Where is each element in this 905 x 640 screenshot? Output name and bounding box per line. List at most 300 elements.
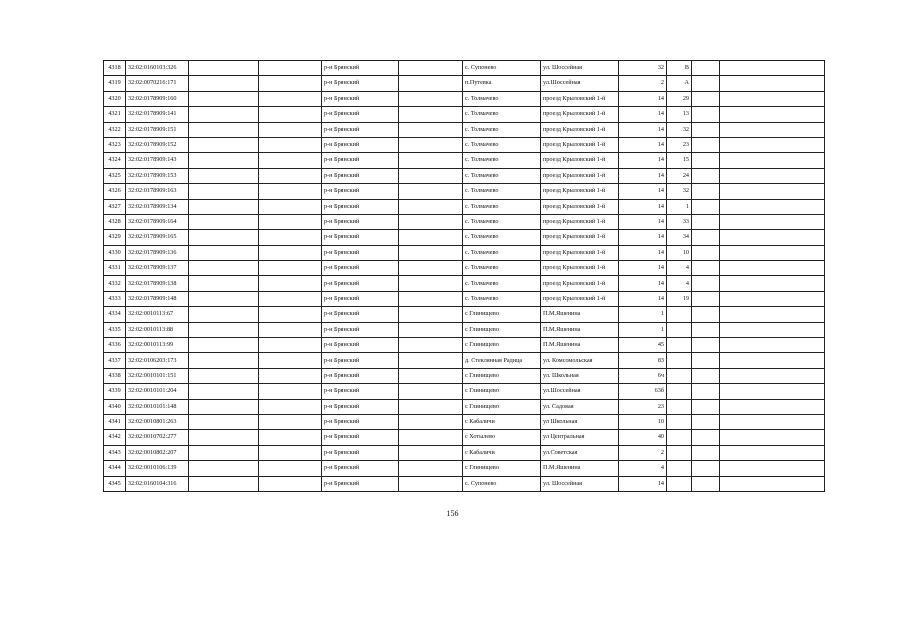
table-row [104, 353, 825, 368]
house-cell: 6ч [619, 368, 667, 383]
table-row [104, 384, 825, 399]
empty-cell [720, 230, 825, 245]
register-table [103, 60, 825, 492]
empty-cell [720, 338, 825, 353]
locality-cell: с. Толмачево [463, 230, 541, 245]
empty-cell [692, 384, 720, 399]
empty-cell [692, 399, 720, 414]
empty-cell [399, 261, 463, 276]
empty-cell [189, 153, 259, 168]
house-cell: 14 [619, 291, 667, 306]
locality-cell: д. Стеклянная Радица [463, 353, 541, 368]
empty-cell [189, 291, 259, 306]
flat-cell: 10 [667, 245, 692, 260]
empty-cell [189, 414, 259, 429]
locality-cell: с. Толмачево [463, 245, 541, 260]
locality-cell: с Кабаличи [463, 414, 541, 429]
table-row [104, 230, 825, 245]
district-cell: р-н Брянский [322, 230, 399, 245]
row-number-cell: 4336 [104, 338, 126, 353]
empty-cell [399, 368, 463, 383]
cadastral-number-cell: 32:02:0178909:137 [126, 261, 189, 276]
district-cell: р-н Брянский [322, 61, 399, 76]
house-cell: 63б [619, 384, 667, 399]
district-cell: р-н Брянский [322, 122, 399, 137]
empty-cell [259, 184, 322, 199]
row-number-cell: 4339 [104, 384, 126, 399]
row-number-cell: 4344 [104, 461, 126, 476]
locality-cell: с. Толмачево [463, 276, 541, 291]
street-cell: проезд Крыловский 1-й [541, 261, 619, 276]
street-cell: проезд Крыловский 1-й [541, 168, 619, 183]
empty-cell [189, 61, 259, 76]
house-cell: 14 [619, 137, 667, 152]
empty-cell [259, 384, 322, 399]
locality-cell: с. Толмачево [463, 214, 541, 229]
cadastral-number-cell: 32:02:0106203:173 [126, 353, 189, 368]
row-number-cell: 4329 [104, 230, 126, 245]
table-row [104, 214, 825, 229]
table-row [104, 168, 825, 183]
district-cell: р-н Брянский [322, 137, 399, 152]
empty-cell [189, 214, 259, 229]
cadastral-number-cell: 32:02:0010113:88 [126, 322, 189, 337]
empty-cell [259, 307, 322, 322]
house-cell: 32 [619, 61, 667, 76]
empty-cell [720, 276, 825, 291]
locality-cell: п.Путевка [463, 76, 541, 91]
empty-cell [692, 430, 720, 445]
empty-cell [189, 322, 259, 337]
flat-cell: 34 [667, 230, 692, 245]
cadastral-number-cell: 32:02:0178909:164 [126, 214, 189, 229]
cadastral-number-cell: 32:02:0010101:148 [126, 399, 189, 414]
row-number-cell: 4326 [104, 184, 126, 199]
empty-cell [189, 353, 259, 368]
row-number-cell: 4342 [104, 430, 126, 445]
empty-cell [692, 61, 720, 76]
empty-cell [692, 476, 720, 491]
row-number-cell: 4322 [104, 122, 126, 137]
empty-cell [399, 430, 463, 445]
house-cell: 1 [619, 322, 667, 337]
house-cell: 83 [619, 353, 667, 368]
house-cell: 14 [619, 276, 667, 291]
table-row [104, 461, 825, 476]
flat-cell: 13 [667, 107, 692, 122]
table-row [104, 445, 825, 460]
district-cell: р-н Брянский [322, 184, 399, 199]
street-cell: проезд Крыловский 1-й [541, 107, 619, 122]
table-row [104, 322, 825, 337]
table-row [104, 107, 825, 122]
empty-cell [399, 107, 463, 122]
street-cell: ул Центральная [541, 430, 619, 445]
locality-cell: с. Толмачево [463, 261, 541, 276]
flat-cell: 4 [667, 276, 692, 291]
empty-cell [720, 476, 825, 491]
district-cell: р-н Брянский [322, 338, 399, 353]
empty-cell [259, 137, 322, 152]
street-cell: П.М.Яшенина [541, 322, 619, 337]
empty-cell [399, 184, 463, 199]
row-number-cell: 4331 [104, 261, 126, 276]
empty-cell [720, 168, 825, 183]
street-cell: проезд Крыловский 1-й [541, 137, 619, 152]
flat-cell: В [667, 61, 692, 76]
empty-cell [720, 261, 825, 276]
table-row [104, 291, 825, 306]
empty-cell [189, 168, 259, 183]
district-cell: р-н Брянский [322, 307, 399, 322]
empty-cell [259, 291, 322, 306]
empty-cell [720, 153, 825, 168]
flat-cell [667, 445, 692, 460]
empty-cell [259, 322, 322, 337]
empty-cell [189, 338, 259, 353]
empty-cell [399, 353, 463, 368]
empty-cell [692, 76, 720, 91]
empty-cell [399, 168, 463, 183]
house-cell: 1 [619, 307, 667, 322]
district-cell: р-н Брянский [322, 214, 399, 229]
street-cell: ул.Шоссейная [541, 76, 619, 91]
empty-cell [399, 61, 463, 76]
district-cell: р-н Брянский [322, 353, 399, 368]
empty-cell [720, 368, 825, 383]
table-row [104, 338, 825, 353]
locality-cell: с Кабаличи [463, 445, 541, 460]
flat-cell [667, 414, 692, 429]
empty-cell [399, 91, 463, 106]
street-cell: ул. Школьная [541, 368, 619, 383]
house-cell: 14 [619, 199, 667, 214]
flat-cell: 32 [667, 122, 692, 137]
empty-cell [692, 122, 720, 137]
street-cell: проезд Крыловский 1-й [541, 245, 619, 260]
empty-cell [259, 245, 322, 260]
empty-cell [720, 461, 825, 476]
empty-cell [720, 122, 825, 137]
street-cell: проезд Крыловский 1-й [541, 214, 619, 229]
empty-cell [189, 261, 259, 276]
cadastral-number-cell: 32:02:0178909:148 [126, 291, 189, 306]
empty-cell [399, 230, 463, 245]
cadastral-number-cell: 32:02:0178909:163 [126, 184, 189, 199]
locality-cell: с Глинищево [463, 399, 541, 414]
flat-cell [667, 384, 692, 399]
flat-cell [667, 338, 692, 353]
locality-cell: с. Толмачево [463, 291, 541, 306]
empty-cell [259, 230, 322, 245]
locality-cell: с. Толмачево [463, 137, 541, 152]
cadastral-number-cell: 32:02:0178909:160 [126, 91, 189, 106]
empty-cell [259, 430, 322, 445]
table-row [104, 276, 825, 291]
street-cell: П.М.Яшенина [541, 461, 619, 476]
table-body [104, 61, 825, 492]
row-number-cell: 4343 [104, 445, 126, 460]
empty-cell [399, 137, 463, 152]
table-row [104, 307, 825, 322]
district-cell: р-н Брянский [322, 414, 399, 429]
empty-cell [259, 61, 322, 76]
empty-cell [720, 91, 825, 106]
empty-cell [189, 184, 259, 199]
empty-cell [720, 245, 825, 260]
district-cell: р-н Брянский [322, 76, 399, 91]
empty-cell [720, 353, 825, 368]
district-cell: р-н Брянский [322, 199, 399, 214]
empty-cell [189, 245, 259, 260]
street-cell: проезд Крыловский 1-й [541, 184, 619, 199]
house-cell: 4 [619, 461, 667, 476]
flat-cell [667, 476, 692, 491]
empty-cell [692, 230, 720, 245]
empty-cell [692, 245, 720, 260]
empty-cell [399, 291, 463, 306]
district-cell: р-н Брянский [322, 276, 399, 291]
empty-cell [692, 291, 720, 306]
empty-cell [399, 199, 463, 214]
locality-cell: с. Толмачево [463, 107, 541, 122]
empty-cell [720, 399, 825, 414]
empty-cell [399, 338, 463, 353]
empty-cell [259, 153, 322, 168]
locality-cell: с. Толмачево [463, 153, 541, 168]
table-row [104, 91, 825, 106]
empty-cell [692, 307, 720, 322]
row-number-cell: 4327 [104, 199, 126, 214]
row-number-cell: 4318 [104, 61, 126, 76]
row-number-cell: 4337 [104, 353, 126, 368]
empty-cell [259, 476, 322, 491]
empty-cell [259, 76, 322, 91]
row-number-cell: 4338 [104, 368, 126, 383]
empty-cell [692, 91, 720, 106]
cadastral-number-cell: 32:02:0070216:171 [126, 76, 189, 91]
cadastral-number-cell: 32:02:0010106:139 [126, 461, 189, 476]
house-cell: 14 [619, 91, 667, 106]
district-cell: р-н Брянский [322, 153, 399, 168]
empty-cell [692, 199, 720, 214]
street-cell: П.М.Яшенина [541, 307, 619, 322]
row-number-cell: 4323 [104, 137, 126, 152]
locality-cell: с Глинищево [463, 307, 541, 322]
locality-cell: с. Супонево [463, 61, 541, 76]
empty-cell [189, 137, 259, 152]
empty-cell [259, 261, 322, 276]
house-cell: 2 [619, 76, 667, 91]
district-cell: р-н Брянский [322, 476, 399, 491]
table-row [104, 399, 825, 414]
flat-cell [667, 430, 692, 445]
locality-cell: с. Супонево [463, 476, 541, 491]
empty-cell [259, 399, 322, 414]
empty-cell [399, 445, 463, 460]
district-cell: р-н Брянский [322, 245, 399, 260]
empty-cell [692, 153, 720, 168]
district-cell: р-н Брянский [322, 291, 399, 306]
street-cell: П.М.Яшенина [541, 338, 619, 353]
empty-cell [259, 414, 322, 429]
flat-cell: 24 [667, 168, 692, 183]
empty-cell [720, 214, 825, 229]
street-cell: проезд Крыловский 1-й [541, 276, 619, 291]
cadastral-number-cell: 32:02:0178909:165 [126, 230, 189, 245]
row-number-cell: 4324 [104, 153, 126, 168]
row-number-cell: 4320 [104, 91, 126, 106]
row-number-cell: 4332 [104, 276, 126, 291]
row-number-cell: 4334 [104, 307, 126, 322]
flat-cell: 4 [667, 261, 692, 276]
house-cell: 14 [619, 168, 667, 183]
row-number-cell: 4333 [104, 291, 126, 306]
empty-cell [189, 461, 259, 476]
empty-cell [259, 461, 322, 476]
table-row [104, 414, 825, 429]
district-cell: р-н Брянский [322, 368, 399, 383]
empty-cell [720, 76, 825, 91]
district-cell: р-н Брянский [322, 261, 399, 276]
empty-cell [189, 307, 259, 322]
street-cell: ул Школьная [541, 414, 619, 429]
empty-cell [692, 445, 720, 460]
empty-cell [189, 230, 259, 245]
cadastral-number-cell: 32:02:0010101:204 [126, 384, 189, 399]
empty-cell [259, 122, 322, 137]
empty-cell [720, 384, 825, 399]
empty-cell [720, 184, 825, 199]
street-cell: проезд Крыловский 1-й [541, 230, 619, 245]
table-row [104, 261, 825, 276]
locality-cell: с. Толмачево [463, 184, 541, 199]
empty-cell [259, 91, 322, 106]
house-cell: 14 [619, 107, 667, 122]
empty-cell [399, 414, 463, 429]
flat-cell: 33 [667, 214, 692, 229]
cadastral-number-cell: 32:02:0178909:141 [126, 107, 189, 122]
house-cell: 14 [619, 245, 667, 260]
empty-cell [720, 137, 825, 152]
cadastral-number-cell: 32:02:0178909:138 [126, 276, 189, 291]
empty-cell [692, 168, 720, 183]
house-cell: 2 [619, 445, 667, 460]
empty-cell [692, 261, 720, 276]
flat-cell [667, 399, 692, 414]
empty-cell [399, 399, 463, 414]
house-cell: 23 [619, 399, 667, 414]
cadastral-number-cell: 32:02:0178909:143 [126, 153, 189, 168]
flat-cell [667, 353, 692, 368]
empty-cell [189, 476, 259, 491]
district-cell: р-н Брянский [322, 445, 399, 460]
empty-cell [692, 414, 720, 429]
row-number-cell: 4321 [104, 107, 126, 122]
locality-cell: с. Толмачево [463, 168, 541, 183]
district-cell: р-н Брянский [322, 384, 399, 399]
cadastral-number-cell: 32:02:0160103:326 [126, 61, 189, 76]
empty-cell [720, 107, 825, 122]
empty-cell [399, 384, 463, 399]
flat-cell: 19 [667, 291, 692, 306]
house-cell: 14 [619, 184, 667, 199]
table-row [104, 153, 825, 168]
table-row [104, 476, 825, 491]
district-cell: р-н Брянский [322, 430, 399, 445]
cadastral-number-cell: 32:02:0178909:136 [126, 245, 189, 260]
cadastral-number-cell: 32:02:0178909:151 [126, 122, 189, 137]
empty-cell [720, 430, 825, 445]
empty-cell [692, 338, 720, 353]
empty-cell [720, 61, 825, 76]
empty-cell [399, 214, 463, 229]
flat-cell [667, 307, 692, 322]
empty-cell [720, 322, 825, 337]
street-cell: проезд Крыловский 1-й [541, 199, 619, 214]
cadastral-number-cell: 32:02:0178909:152 [126, 137, 189, 152]
page-number: 156 [446, 509, 459, 518]
street-cell: ул.Шоссейная [541, 384, 619, 399]
cadastral-number-cell: 32:02:0010101:151 [126, 368, 189, 383]
empty-cell [720, 414, 825, 429]
empty-cell [259, 445, 322, 460]
empty-cell [720, 445, 825, 460]
street-cell: ул. Комсомольская [541, 353, 619, 368]
empty-cell [189, 384, 259, 399]
flat-cell [667, 368, 692, 383]
house-cell: 14 [619, 261, 667, 276]
house-cell: 14 [619, 476, 667, 491]
table-row [104, 368, 825, 383]
street-cell: ул. Садовая [541, 399, 619, 414]
empty-cell [189, 430, 259, 445]
house-cell: 14 [619, 214, 667, 229]
district-cell: р-н Брянский [322, 107, 399, 122]
empty-cell [399, 307, 463, 322]
locality-cell: с Глинищево [463, 368, 541, 383]
cadastral-number-cell: 32:02:0178909:134 [126, 199, 189, 214]
locality-cell: с. Толмачево [463, 122, 541, 137]
empty-cell [259, 199, 322, 214]
street-cell: проезд Крыловский 1-й [541, 122, 619, 137]
empty-cell [692, 461, 720, 476]
empty-cell [720, 291, 825, 306]
empty-cell [189, 122, 259, 137]
empty-cell [692, 353, 720, 368]
empty-cell [399, 461, 463, 476]
flat-cell [667, 461, 692, 476]
district-cell: р-н Брянский [322, 461, 399, 476]
street-cell: проезд Крыловский 1-й [541, 291, 619, 306]
locality-cell: с Глинищево [463, 338, 541, 353]
row-number-cell: 4345 [104, 476, 126, 491]
empty-cell [399, 322, 463, 337]
empty-cell [692, 107, 720, 122]
flat-cell [667, 322, 692, 337]
empty-cell [259, 338, 322, 353]
cadastral-number-cell: 32:02:0010802:207 [126, 445, 189, 460]
empty-cell [399, 276, 463, 291]
district-cell: р-н Брянский [322, 322, 399, 337]
empty-cell [692, 322, 720, 337]
empty-cell [189, 76, 259, 91]
empty-cell [692, 276, 720, 291]
house-cell: 40 [619, 430, 667, 445]
table-row [104, 184, 825, 199]
empty-cell [259, 353, 322, 368]
empty-cell [189, 276, 259, 291]
